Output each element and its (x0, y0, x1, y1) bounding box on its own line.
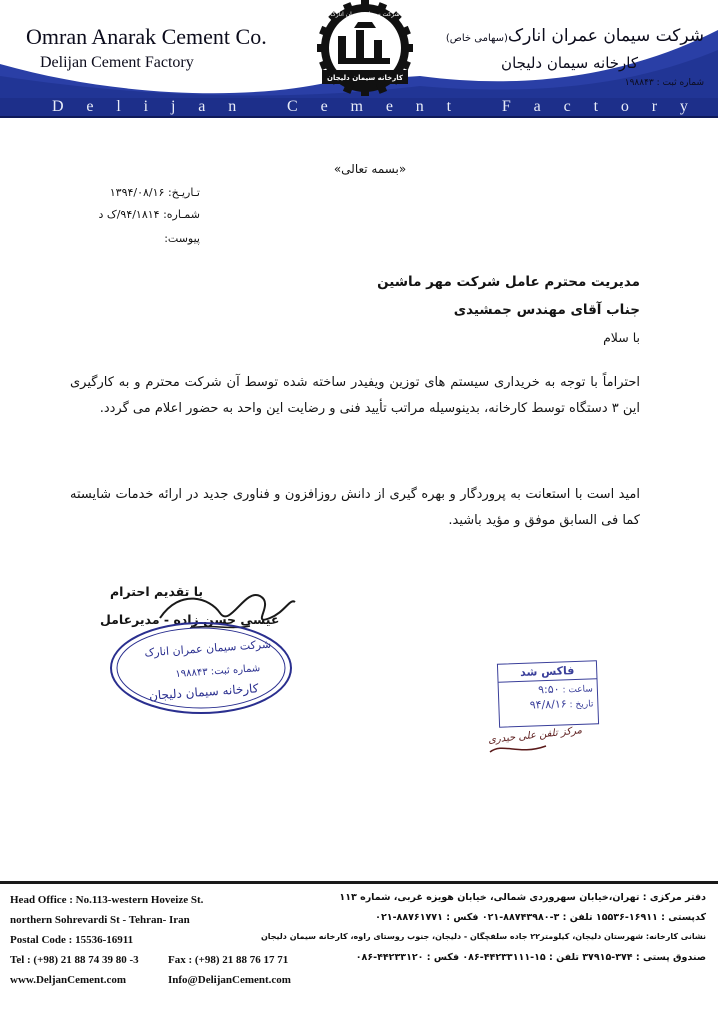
footer-postal: Postal Code : 15536-16911 (10, 934, 134, 946)
band-letter: F (501, 98, 511, 115)
company-name-fa: شرکت سیمان عمران انارک(سهامی خاص) (445, 26, 704, 46)
body-paragraph-2: امید است با استعانت به پروردگار و بهره گیری از دانش روزافزون و فناوری جدید در ارائه خدمات شایسته کما فی السابق موفق و مؤید باشید. (70, 487, 640, 528)
fax-stamp-note: مرکز تلفن علی حیدری (487, 725, 583, 746)
stamp-line1: شرکت سیمان عمران انارک (144, 637, 272, 660)
recipient-line2: جناب آقای مهندس جمشیدی (453, 302, 640, 318)
fax-stamp-date: تاریخ : ۹۴/۸/۱۶ (529, 697, 594, 712)
band-letter: t (446, 98, 452, 115)
stamp-line3: کارخانه سیمان دلیجان (148, 681, 259, 703)
company-name-en: Omran Anarak Cement Co. (26, 24, 267, 49)
greeting: با سلام (603, 330, 640, 345)
footer-head-office: Head Office : No.113-western Hoveize St. (10, 894, 204, 906)
closing: با تقدیم احترام (110, 584, 204, 599)
footer-tel: Tel : (+98) 21 88 74 39 80 -3 (10, 954, 139, 966)
letter-number: شمـاره: ۹۴/۱۸۱۴/ک د (98, 208, 200, 221)
factory-name-fa: کارخانه سیمان دلیجان (501, 54, 638, 72)
band-letter: n (415, 98, 424, 115)
basmala: «بسمه تعالی» (333, 162, 407, 176)
band-lettering (0, 98, 718, 120)
footer-pobox-fa: صندوق پستی : ۳۷۴-۳۷۹۱۵ تلفن : ۱۵-۴۴۲۳۳۱۱۱-۰۸۶ فکس : ۴۴۲۳۳۱۲۰-۰۸۶ (355, 952, 706, 963)
company-logo (300, 0, 430, 98)
band-letter: n (228, 98, 237, 115)
logo-top-text: شرکت سیمان عمران انارک (330, 11, 400, 18)
band-letter: r (651, 98, 658, 115)
footer-email-link[interactable]: Info@DelijanCement.com (168, 974, 291, 986)
footer-web-link[interactable]: www.DeljanCement.com (10, 974, 127, 986)
band-letter: e (385, 98, 393, 115)
band-letter: a (533, 98, 541, 115)
footer-divider (0, 881, 718, 884)
note-underline (488, 738, 548, 758)
band-letter: t (593, 98, 599, 115)
band-letter: D (52, 98, 64, 115)
letter-attachment: پیوست: (164, 232, 200, 245)
footer-fax: Fax : (+98) 21 88 76 17 71 (168, 954, 289, 966)
company-stamp (108, 620, 294, 716)
band-letter: o (620, 98, 629, 115)
fax-stamp-time: ساعت : ۹:۵۰ (537, 682, 594, 697)
footer-office-fa: دفتر مرکزی : تهران،خیابان سهروردی شمالی، خیابان هویزه غربی، شماره ۱۱۳ (339, 892, 706, 903)
band-letter: e (86, 98, 94, 115)
band-letter: C (287, 98, 298, 115)
signer-name: عیسی حسن زاده - مدیرعامل (100, 612, 280, 627)
band-letter: j (170, 98, 176, 115)
band-letter: i (143, 98, 149, 115)
band-letter: l (116, 98, 121, 115)
letter-date: تـاریـخ: ۱۳۹۴/۰۸/۱۶ (109, 186, 200, 199)
body-paragraph-1: احتراماً با توجه به خریداری سیستم های توزین ویفیدر ساخته شده توسط آن شرکت محترم و به کارگیری این ۳ دستگاه توسط کارخانه، بدینوسیله مراتب تأیید فنی و رضایت این واحد به حضور اعلام می گردد. (70, 375, 640, 416)
band-letter: c (563, 98, 571, 115)
fax-stamp-title: فاکس شد (498, 661, 597, 682)
factory-name-en: Delijan Cement Factory (40, 54, 194, 71)
footer-factory-address-fa: نشانی کارخانه: شهرستان دلیجان، کیلومتر۲۲ جاده سلفچگان - دلیجان، جنوب روستای راوه، کارخانه سیمان دلیجان (260, 932, 706, 941)
band-letter: a (198, 98, 206, 115)
footer-street: northern Sohrevardi St - Tehran- Iran (10, 914, 190, 926)
logo-bottom-text: کارخانه سیمان دلیجان (327, 74, 403, 82)
fax-stamp (497, 660, 599, 727)
band-letter: y (679, 98, 688, 115)
band-letter: e (320, 98, 328, 115)
recipient-line1: مدیریت محترم عامل شرکت مهر ماشین (377, 274, 640, 290)
band-letter: m (350, 98, 363, 115)
registration-number: شماره ثبت : ۱۹۸۸۴۳ (624, 78, 704, 88)
footer-postal-fa: کدپستی : ۱۶۹۱۱-۱۵۵۳۶ تلفن : ۳-۸۸۷۴۳۹۸۰-۰۲۱ فکس : ۸۸۷۶۱۷۷۱-۰۲۱ (375, 912, 706, 923)
stamp-line2: شماره ثبت: ۱۹۸۸۴۳ (175, 663, 261, 680)
